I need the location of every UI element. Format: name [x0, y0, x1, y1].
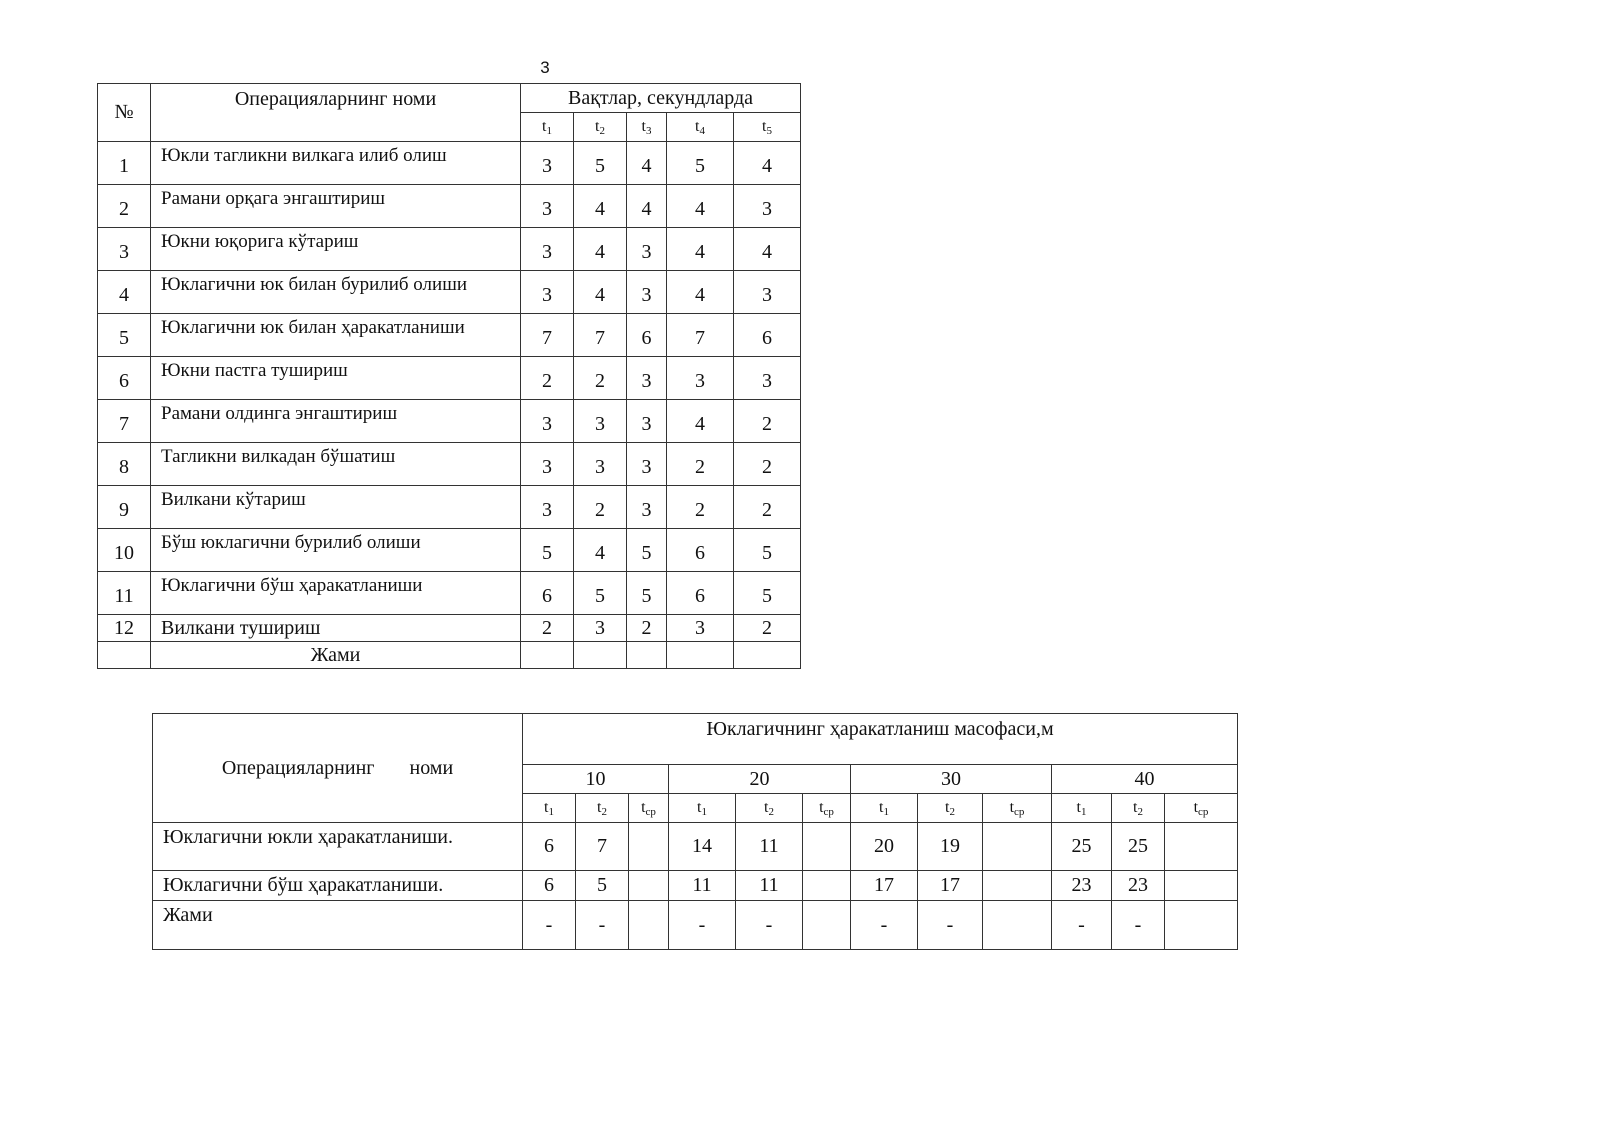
row-number: 8	[98, 443, 151, 486]
total-value-cell	[627, 642, 667, 669]
time-value: 4	[574, 271, 627, 314]
table-row	[98, 486, 801, 529]
time-value: 23	[1052, 871, 1112, 901]
table-row	[98, 615, 801, 642]
time-value: 6	[523, 871, 576, 901]
row-number: 10	[98, 529, 151, 572]
distance-10-header: 10	[523, 765, 669, 794]
distance-30-header: 30	[851, 765, 1052, 794]
time-value: 7	[667, 314, 734, 357]
table-row	[98, 572, 801, 615]
time-value: 6	[734, 314, 801, 357]
time-col-header: t2	[736, 794, 803, 823]
time-value	[1165, 901, 1238, 950]
time-value: -	[576, 901, 629, 950]
operation-name: Рамани орқага энгаштириш	[151, 185, 521, 228]
time-value: -	[736, 901, 803, 950]
time-value: 4	[627, 142, 667, 185]
time-value: 17	[918, 871, 983, 901]
time-value: 2	[734, 443, 801, 486]
operation-name-header: Операцияларнинг номи	[151, 84, 521, 142]
operation-name: Юкли тагликни вилкага илиб олиш	[151, 142, 521, 185]
time-col-header: tср	[629, 794, 669, 823]
time-value: 5	[734, 572, 801, 615]
time-value: 3	[574, 400, 627, 443]
time-value: 3	[521, 228, 574, 271]
time-value: 2	[667, 486, 734, 529]
row-number: 4	[98, 271, 151, 314]
time-value: 5	[574, 572, 627, 615]
time-value: 2	[667, 443, 734, 486]
table-row	[98, 400, 801, 443]
row-number: 3	[98, 228, 151, 271]
time-col-header: t2	[574, 113, 627, 142]
time-value: 4	[734, 142, 801, 185]
time-value: -	[918, 901, 983, 950]
distance-40-header: 40	[1052, 765, 1238, 794]
time-value	[803, 901, 851, 950]
time-value	[1165, 871, 1238, 901]
time-value	[983, 823, 1052, 871]
time-value: 17	[851, 871, 918, 901]
time-col-header: tср	[1165, 794, 1238, 823]
time-value: 3	[521, 486, 574, 529]
time-value: 4	[627, 185, 667, 228]
time-value: 7	[576, 823, 629, 871]
table-row	[98, 314, 801, 357]
time-value: 2	[521, 615, 574, 642]
time-value: 7	[574, 314, 627, 357]
row-number: 12	[98, 615, 151, 642]
time-value: 3	[627, 443, 667, 486]
time-col-header: t3	[627, 113, 667, 142]
time-value: 3	[627, 228, 667, 271]
operation-name: Юклагични бўш ҳаракатланиши.	[153, 871, 523, 901]
total-label: Жами	[151, 642, 521, 669]
time-value: 3	[574, 443, 627, 486]
time-value: 20	[851, 823, 918, 871]
time-value: 5	[574, 142, 627, 185]
time-value: 4	[667, 185, 734, 228]
time-value: 5	[667, 142, 734, 185]
operation-name: Юклагични бўш ҳаракатланиши	[151, 572, 521, 615]
time-col-header: t1	[669, 794, 736, 823]
time-value: 3	[627, 357, 667, 400]
row-number: 6	[98, 357, 151, 400]
time-value: 3	[521, 185, 574, 228]
row-number: 9	[98, 486, 151, 529]
operation-name: Юкни пастга тушириш	[151, 357, 521, 400]
row-number: 2	[98, 185, 151, 228]
time-value	[629, 871, 669, 901]
row-number: 5	[98, 314, 151, 357]
distance-times-table	[152, 713, 1238, 950]
total-value-cell	[521, 642, 574, 669]
total-value-cell	[734, 642, 801, 669]
time-value: -	[1052, 901, 1112, 950]
time-value: 3	[627, 486, 667, 529]
table-row	[153, 871, 1238, 901]
time-value: 2	[734, 486, 801, 529]
time-value: -	[523, 901, 576, 950]
time-value: 7	[521, 314, 574, 357]
time-value: 6	[667, 572, 734, 615]
total-value-cell	[667, 642, 734, 669]
time-value: 3	[734, 185, 801, 228]
time-value: 11	[736, 823, 803, 871]
time-value: 2	[734, 615, 801, 642]
time-value: 3	[521, 400, 574, 443]
time-value	[983, 871, 1052, 901]
time-value: 4	[667, 400, 734, 443]
operation-name: Жами	[153, 901, 523, 950]
time-value: 6	[523, 823, 576, 871]
time-value: 6	[627, 314, 667, 357]
table-row	[98, 228, 801, 271]
time-value: 3	[667, 357, 734, 400]
operation-name: Юклагични юк билан ҳаракатланиши	[151, 314, 521, 357]
table-row	[98, 271, 801, 314]
operation-name: Юклагични юкли ҳаракатланиши.	[153, 823, 523, 871]
time-col-header: t1	[851, 794, 918, 823]
time-value: 2	[574, 357, 627, 400]
time-value: 6	[667, 529, 734, 572]
time-value: 3	[521, 142, 574, 185]
time-col-header: tср	[803, 794, 851, 823]
time-value	[803, 871, 851, 901]
time-value: 2	[627, 615, 667, 642]
time-value: 6	[521, 572, 574, 615]
time-value: 4	[574, 529, 627, 572]
time-value: 3	[574, 615, 627, 642]
operation-name-header: Операцияларнинг номи	[153, 714, 523, 823]
time-value: 4	[667, 271, 734, 314]
time-value: -	[1112, 901, 1165, 950]
time-col-header: t1	[1052, 794, 1112, 823]
time-value	[629, 901, 669, 950]
time-value: 4	[667, 228, 734, 271]
time-col-header: t1	[523, 794, 576, 823]
time-value: 3	[521, 271, 574, 314]
operation-name: Вилкани кўтариш	[151, 486, 521, 529]
operation-name: Юкни юқорига кўтариш	[151, 228, 521, 271]
table-row	[98, 529, 801, 572]
time-value: 2	[521, 357, 574, 400]
time-value: 5	[734, 529, 801, 572]
distance-header: Юклагичнинг ҳаракатланиш масофаси,м	[523, 714, 1238, 765]
total-value-cell	[574, 642, 627, 669]
time-value: 25	[1052, 823, 1112, 871]
operation-name: Юклагични юк билан бурилиб олиши	[151, 271, 521, 314]
time-col-header: t1	[521, 113, 574, 142]
time-value: 11	[669, 871, 736, 901]
total-number-cell	[98, 642, 151, 669]
times-header: Вақтлар, секундларда	[521, 84, 801, 113]
table-row	[98, 357, 801, 400]
time-value	[629, 823, 669, 871]
time-value	[803, 823, 851, 871]
time-value: 2	[574, 486, 627, 529]
time-value: 2	[734, 400, 801, 443]
time-value: 5	[627, 572, 667, 615]
row-number: 1	[98, 142, 151, 185]
time-value: 11	[736, 871, 803, 901]
time-value: 23	[1112, 871, 1165, 901]
table-row	[98, 185, 801, 228]
time-value: 14	[669, 823, 736, 871]
time-value: -	[669, 901, 736, 950]
time-value: 3	[734, 271, 801, 314]
time-col-header: t2	[918, 794, 983, 823]
distance-20-header: 20	[669, 765, 851, 794]
time-value	[1165, 823, 1238, 871]
time-value: 5	[521, 529, 574, 572]
row-number: 11	[98, 572, 151, 615]
page-number: 3	[540, 58, 550, 77]
time-value: 3	[734, 357, 801, 400]
time-value: 3	[627, 271, 667, 314]
table-row	[98, 142, 801, 185]
time-value: 5	[627, 529, 667, 572]
time-col-header: t2	[576, 794, 629, 823]
time-value: 3	[667, 615, 734, 642]
time-value: 3	[627, 400, 667, 443]
operation-name: Вилкани тушириш	[151, 615, 521, 642]
time-value: -	[851, 901, 918, 950]
time-value: 3	[521, 443, 574, 486]
time-col-header: tср	[983, 794, 1052, 823]
operation-name: Тагликни вилкадан бўшатиш	[151, 443, 521, 486]
table-row	[98, 443, 801, 486]
time-value: 4	[734, 228, 801, 271]
operation-name: Бўш юклагични бурилиб олиши	[151, 529, 521, 572]
time-value: 19	[918, 823, 983, 871]
time-value: 5	[576, 871, 629, 901]
time-value: 4	[574, 228, 627, 271]
time-col-header: t5	[734, 113, 801, 142]
number-header: №	[98, 84, 151, 142]
operation-name: Рамани олдинга энгаштириш	[151, 400, 521, 443]
time-col-header: t2	[1112, 794, 1165, 823]
table-row	[153, 901, 1238, 950]
time-value: 25	[1112, 823, 1165, 871]
table-row	[153, 823, 1238, 871]
time-value	[983, 901, 1052, 950]
row-number: 7	[98, 400, 151, 443]
time-col-header: t4	[667, 113, 734, 142]
operation-times-table	[97, 83, 801, 669]
time-value: 4	[574, 185, 627, 228]
